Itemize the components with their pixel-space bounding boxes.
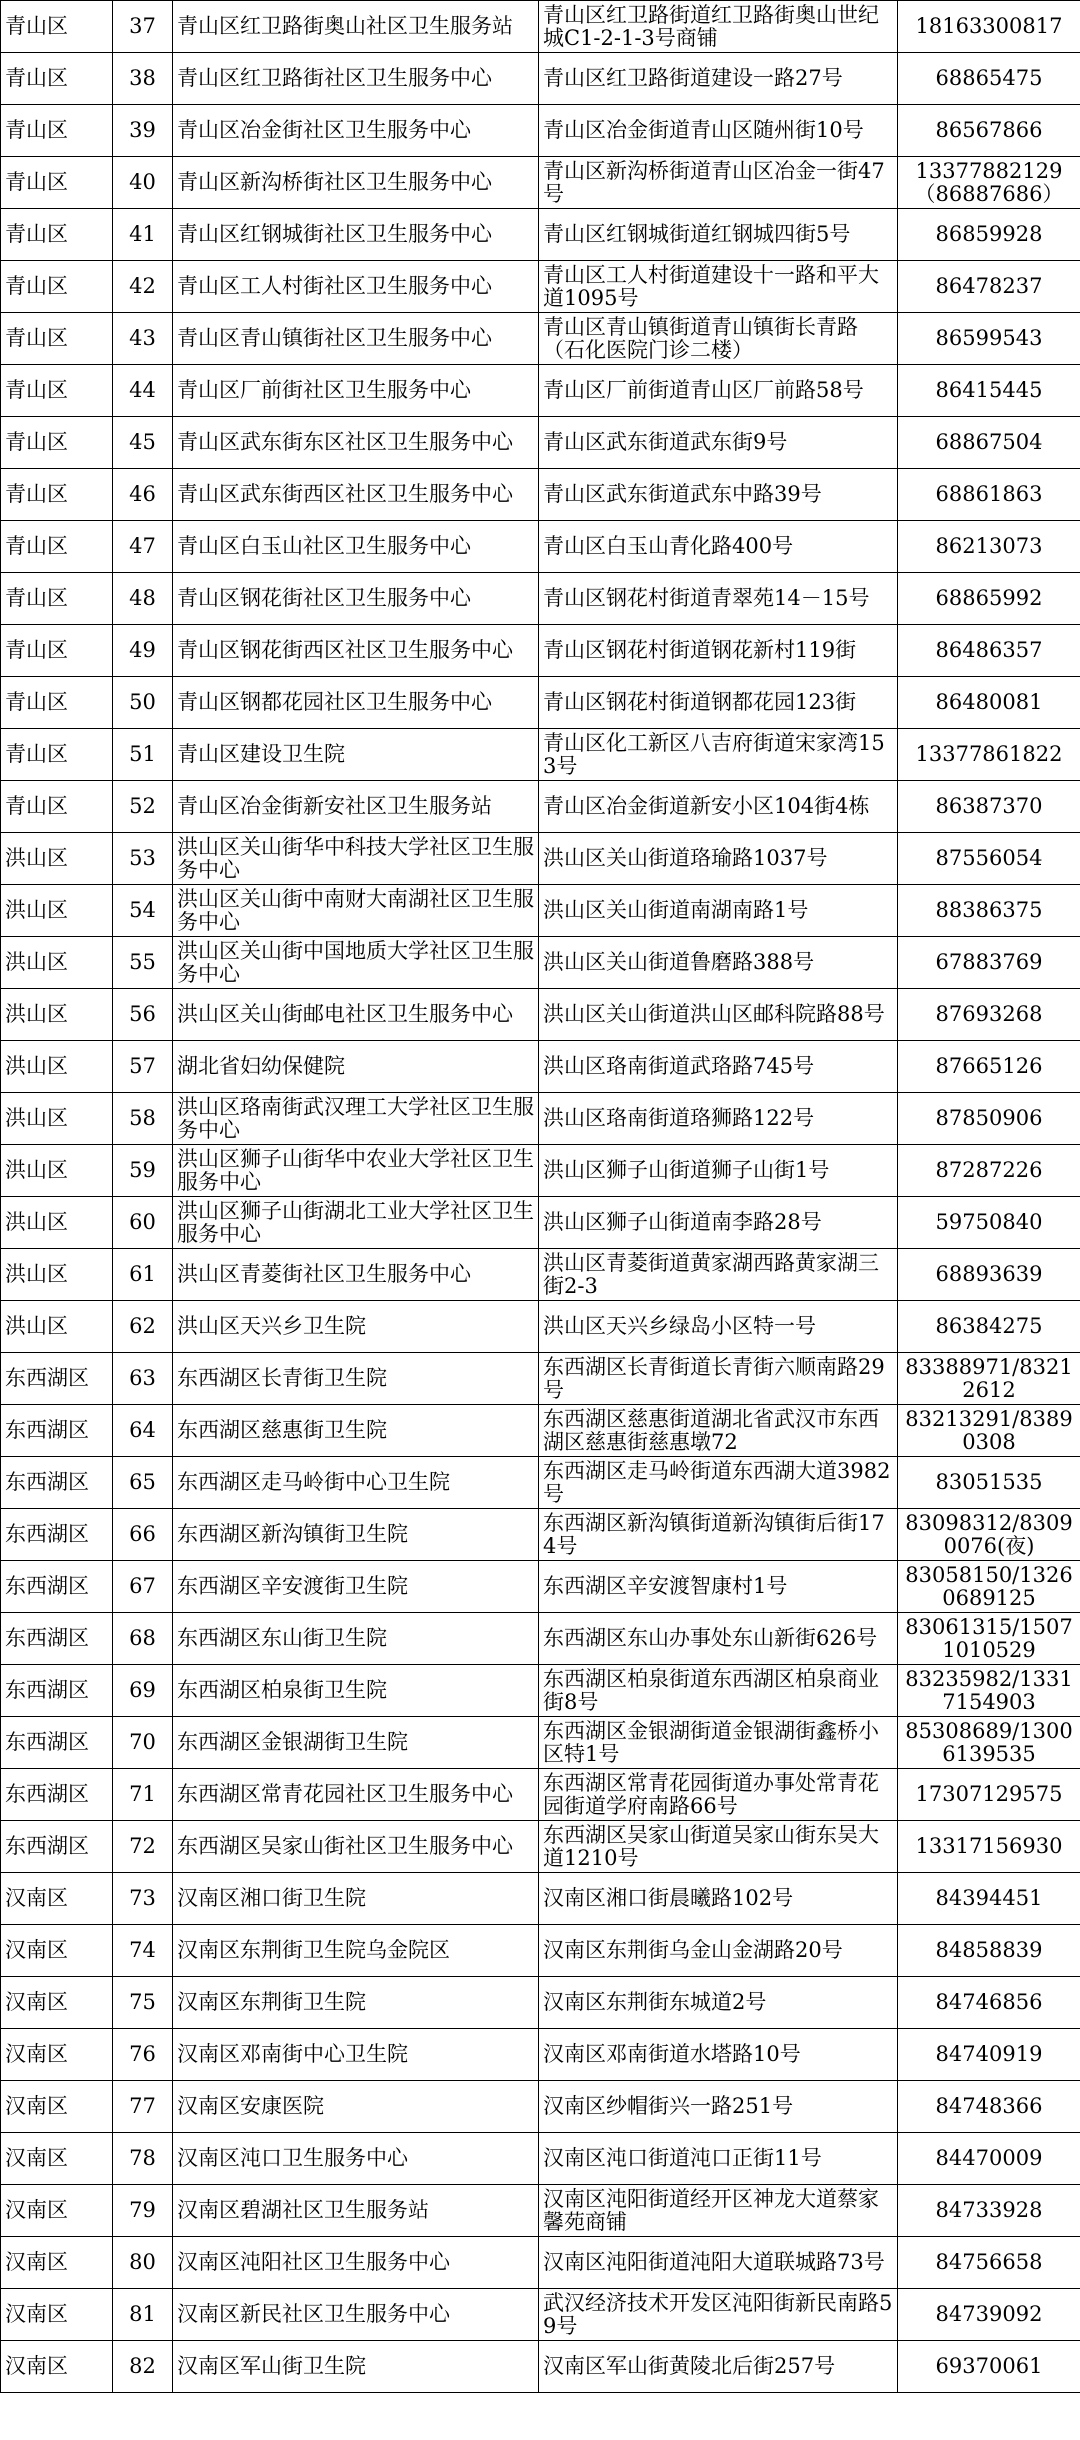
table-row — [1, 1717, 1080, 1769]
district-cell: 东西湖区 — [1, 1821, 113, 1873]
number-cell: 79 — [113, 2185, 173, 2237]
district-cell: 洪山区 — [1, 885, 113, 937]
facility-name-cell: 汉南区军山街卫生院 — [173, 2341, 539, 2393]
number-cell: 59 — [113, 1145, 173, 1197]
district-cell: 东西湖区 — [1, 1613, 113, 1665]
number-cell: 57 — [113, 1041, 173, 1093]
facility-name-cell: 东西湖区辛安渡街卫生院 — [173, 1561, 539, 1613]
phone-cell: 83098312/83090076(夜) — [898, 1509, 1080, 1561]
facility-name-cell: 洪山区关山街邮电社区卫生服务中心 — [173, 989, 539, 1041]
table-row — [1, 365, 1080, 417]
number-cell: 71 — [113, 1769, 173, 1821]
district-cell: 青山区 — [1, 313, 113, 365]
table-row — [1, 2081, 1080, 2133]
table-row — [1, 989, 1080, 1041]
table-row — [1, 261, 1080, 313]
address-cell: 汉南区东荆街东城道2号 — [539, 1977, 898, 2029]
address-cell: 青山区工人村街道建设十一路和平大道1095号 — [539, 261, 898, 313]
facility-name-cell: 洪山区关山街中国地质大学社区卫生服务中心 — [173, 937, 539, 989]
phone-cell: 87693268 — [898, 989, 1080, 1041]
district-cell: 洪山区 — [1, 1249, 113, 1301]
district-cell: 东西湖区 — [1, 1509, 113, 1561]
district-cell: 青山区 — [1, 105, 113, 157]
facility-name-cell: 洪山区狮子山街湖北工业大学社区卫生服务中心 — [173, 1197, 539, 1249]
district-cell: 东西湖区 — [1, 1353, 113, 1405]
table-row — [1, 937, 1080, 989]
phone-cell: 84748366 — [898, 2081, 1080, 2133]
number-cell: 52 — [113, 781, 173, 833]
district-cell: 青山区 — [1, 209, 113, 261]
phone-cell: 84746856 — [898, 1977, 1080, 2029]
table-body — [1, 1, 1080, 2393]
table-row — [1, 53, 1080, 105]
number-cell: 68 — [113, 1613, 173, 1665]
district-cell: 洪山区 — [1, 833, 113, 885]
address-cell: 青山区厂前街道青山区厂前路58号 — [539, 365, 898, 417]
table-row — [1, 1, 1080, 53]
table-row — [1, 1457, 1080, 1509]
number-cell: 62 — [113, 1301, 173, 1353]
table-row — [1, 885, 1080, 937]
address-cell: 汉南区东荆街乌金山金湖路20号 — [539, 1925, 898, 1977]
phone-cell: 84858839 — [898, 1925, 1080, 1977]
phone-cell: 68867504 — [898, 417, 1080, 469]
number-cell: 42 — [113, 261, 173, 313]
phone-cell: 86387370 — [898, 781, 1080, 833]
phone-cell: 83388971/83212612 — [898, 1353, 1080, 1405]
number-cell: 69 — [113, 1665, 173, 1717]
phone-cell: 68893639 — [898, 1249, 1080, 1301]
address-cell: 汉南区纱帽街兴一路251号 — [539, 2081, 898, 2133]
address-cell: 青山区新沟桥街道青山区冶金一街47号 — [539, 157, 898, 209]
address-cell: 青山区武东街道武东街9号 — [539, 417, 898, 469]
facility-name-cell: 汉南区邓南街中心卫生院 — [173, 2029, 539, 2081]
district-cell: 东西湖区 — [1, 1717, 113, 1769]
table-row — [1, 2341, 1080, 2393]
number-cell: 66 — [113, 1509, 173, 1561]
address-cell: 汉南区沌阳街道经开区神龙大道蔡家馨苑商铺 — [539, 2185, 898, 2237]
table-row — [1, 2185, 1080, 2237]
address-cell: 青山区冶金街道新安小区104街4栋 — [539, 781, 898, 833]
facility-name-cell: 东西湖区东山街卫生院 — [173, 1613, 539, 1665]
table-row — [1, 1873, 1080, 1925]
facility-name-cell: 汉南区安康医院 — [173, 2081, 539, 2133]
facility-name-cell: 汉南区东荆街卫生院 — [173, 1977, 539, 2029]
number-cell: 39 — [113, 105, 173, 157]
district-cell: 汉南区 — [1, 2081, 113, 2133]
phone-cell: 13377882129（86887686） — [898, 157, 1080, 209]
table-row — [1, 2133, 1080, 2185]
facility-name-cell: 汉南区东荆街卫生院乌金院区 — [173, 1925, 539, 1977]
number-cell: 72 — [113, 1821, 173, 1873]
phone-cell: 86478237 — [898, 261, 1080, 313]
table-row — [1, 1197, 1080, 1249]
address-cell: 东西湖区慈惠街道湖北省武汉市东西湖区慈惠街慈惠墩72 — [539, 1405, 898, 1457]
phone-cell: 88386375 — [898, 885, 1080, 937]
phone-cell: 17307129575 — [898, 1769, 1080, 1821]
number-cell: 37 — [113, 1, 173, 53]
table-row — [1, 1093, 1080, 1145]
address-cell: 东西湖区金银湖街道金银湖街鑫桥小区特1号 — [539, 1717, 898, 1769]
number-cell: 47 — [113, 521, 173, 573]
number-cell: 46 — [113, 469, 173, 521]
number-cell: 48 — [113, 573, 173, 625]
number-cell: 81 — [113, 2289, 173, 2341]
address-cell: 洪山区关山街道鲁磨路388号 — [539, 937, 898, 989]
table-row — [1, 1561, 1080, 1613]
table-row — [1, 625, 1080, 677]
facility-name-cell: 青山区青山镇街社区卫生服务中心 — [173, 313, 539, 365]
district-cell: 汉南区 — [1, 2185, 113, 2237]
facility-name-cell: 东西湖区慈惠街卫生院 — [173, 1405, 539, 1457]
district-cell: 洪山区 — [1, 1301, 113, 1353]
address-cell: 青山区武东街道武东中路39号 — [539, 469, 898, 521]
facility-name-cell: 汉南区沌口卫生服务中心 — [173, 2133, 539, 2185]
address-cell: 汉南区沌口街道沌口正街11号 — [539, 2133, 898, 2185]
district-cell: 汉南区 — [1, 2237, 113, 2289]
number-cell: 74 — [113, 1925, 173, 1977]
number-cell: 50 — [113, 677, 173, 729]
facility-name-cell: 东西湖区常青花园社区卫生服务中心 — [173, 1769, 539, 1821]
number-cell: 44 — [113, 365, 173, 417]
district-cell: 洪山区 — [1, 937, 113, 989]
table-row — [1, 1249, 1080, 1301]
district-cell: 汉南区 — [1, 1977, 113, 2029]
number-cell: 51 — [113, 729, 173, 781]
phone-cell: 59750840 — [898, 1197, 1080, 1249]
phone-cell: 87556054 — [898, 833, 1080, 885]
address-cell: 洪山区关山街道洪山区邮科院路88号 — [539, 989, 898, 1041]
facility-name-cell: 青山区白玉山社区卫生服务中心 — [173, 521, 539, 573]
district-cell: 青山区 — [1, 261, 113, 313]
table-row — [1, 1509, 1080, 1561]
facility-name-cell: 东西湖区长青街卫生院 — [173, 1353, 539, 1405]
district-cell: 青山区 — [1, 53, 113, 105]
phone-cell: 84733928 — [898, 2185, 1080, 2237]
table-row — [1, 1353, 1080, 1405]
facility-name-cell: 青山区工人村街社区卫生服务中心 — [173, 261, 539, 313]
table-row — [1, 1769, 1080, 1821]
district-cell: 青山区 — [1, 417, 113, 469]
district-cell: 洪山区 — [1, 989, 113, 1041]
number-cell: 78 — [113, 2133, 173, 2185]
phone-cell: 87665126 — [898, 1041, 1080, 1093]
number-cell: 60 — [113, 1197, 173, 1249]
address-cell: 青山区钢花村街道钢花新村119街 — [539, 625, 898, 677]
table-row — [1, 157, 1080, 209]
district-cell: 东西湖区 — [1, 1457, 113, 1509]
facility-name-cell: 洪山区关山街中南财大南湖社区卫生服务中心 — [173, 885, 539, 937]
address-cell: 青山区青山镇街道青山镇街长青路（石化医院门诊二楼） — [539, 313, 898, 365]
number-cell: 56 — [113, 989, 173, 1041]
address-cell: 青山区冶金街道青山区随州街10号 — [539, 105, 898, 157]
district-cell: 东西湖区 — [1, 1769, 113, 1821]
address-cell: 东西湖区柏泉街道东西湖区柏泉商业街8号 — [539, 1665, 898, 1717]
table-row — [1, 1301, 1080, 1353]
facility-name-cell: 青山区红钢城街社区卫生服务中心 — [173, 209, 539, 261]
facility-name-cell: 洪山区天兴乡卫生院 — [173, 1301, 539, 1353]
address-cell: 洪山区狮子山街道南李路28号 — [539, 1197, 898, 1249]
phone-cell: 86567866 — [898, 105, 1080, 157]
number-cell: 54 — [113, 885, 173, 937]
address-cell: 洪山区关山街道珞瑜路1037号 — [539, 833, 898, 885]
address-cell: 汉南区邓南街道水塔路10号 — [539, 2029, 898, 2081]
number-cell: 41 — [113, 209, 173, 261]
facility-name-cell: 洪山区关山街华中科技大学社区卫生服务中心 — [173, 833, 539, 885]
district-cell: 洪山区 — [1, 1145, 113, 1197]
facility-name-cell: 青山区钢都花园社区卫生服务中心 — [173, 677, 539, 729]
facility-name-cell: 青山区冶金街新安社区卫生服务站 — [173, 781, 539, 833]
district-cell: 青山区 — [1, 729, 113, 781]
table-row — [1, 417, 1080, 469]
district-cell: 青山区 — [1, 677, 113, 729]
address-cell: 洪山区天兴乡绿岛小区特一号 — [539, 1301, 898, 1353]
table-row — [1, 1405, 1080, 1457]
address-cell: 青山区钢花村街道青翠苑14－15号 — [539, 573, 898, 625]
number-cell: 76 — [113, 2029, 173, 2081]
number-cell: 65 — [113, 1457, 173, 1509]
district-cell: 东西湖区 — [1, 1561, 113, 1613]
number-cell: 58 — [113, 1093, 173, 1145]
phone-cell: 83061315/15071010529 — [898, 1613, 1080, 1665]
district-cell: 汉南区 — [1, 1873, 113, 1925]
number-cell: 61 — [113, 1249, 173, 1301]
phone-cell: 86480081 — [898, 677, 1080, 729]
address-cell: 青山区红钢城街道红钢城四街5号 — [539, 209, 898, 261]
facility-name-cell: 洪山区狮子山街华中农业大学社区卫生服务中心 — [173, 1145, 539, 1197]
facility-name-cell: 青山区新沟桥街社区卫生服务中心 — [173, 157, 539, 209]
phone-cell: 86213073 — [898, 521, 1080, 573]
address-cell: 汉南区沌阳街道沌阳大道联城路73号 — [539, 2237, 898, 2289]
district-cell: 洪山区 — [1, 1197, 113, 1249]
address-cell: 青山区红卫路街道建设一路27号 — [539, 53, 898, 105]
address-cell: 东西湖区走马岭街道东西湖大道3982号 — [539, 1457, 898, 1509]
table-row — [1, 781, 1080, 833]
table-row — [1, 677, 1080, 729]
address-cell: 洪山区青菱街道黄家湖西路黄家湖三街2-3 — [539, 1249, 898, 1301]
facility-name-cell: 湖北省妇幼保健院 — [173, 1041, 539, 1093]
district-cell: 汉南区 — [1, 2029, 113, 2081]
table-row — [1, 729, 1080, 781]
district-cell: 青山区 — [1, 1, 113, 53]
table-row — [1, 209, 1080, 261]
address-cell: 洪山区珞南街道武珞路745号 — [539, 1041, 898, 1093]
number-cell: 67 — [113, 1561, 173, 1613]
address-cell: 青山区红卫路街道红卫路街奥山世纪城C1-2-1-3号商铺 — [539, 1, 898, 53]
number-cell: 49 — [113, 625, 173, 677]
table-row — [1, 2289, 1080, 2341]
phone-cell: 69370061 — [898, 2341, 1080, 2393]
table-row — [1, 2237, 1080, 2289]
district-cell: 汉南区 — [1, 2289, 113, 2341]
phone-cell: 83213291/83890308 — [898, 1405, 1080, 1457]
district-cell: 青山区 — [1, 365, 113, 417]
number-cell: 75 — [113, 1977, 173, 2029]
number-cell: 80 — [113, 2237, 173, 2289]
phone-cell: 87850906 — [898, 1093, 1080, 1145]
facility-name-cell: 东西湖区走马岭街中心卫生院 — [173, 1457, 539, 1509]
facility-name-cell: 青山区厂前街社区卫生服务中心 — [173, 365, 539, 417]
address-cell: 汉南区湘口街晨曦路102号 — [539, 1873, 898, 1925]
number-cell: 73 — [113, 1873, 173, 1925]
table-row — [1, 2029, 1080, 2081]
facility-name-cell: 青山区钢花街社区卫生服务中心 — [173, 573, 539, 625]
district-cell: 青山区 — [1, 625, 113, 677]
phone-cell: 68861863 — [898, 469, 1080, 521]
phone-cell: 83058150/13260689125 — [898, 1561, 1080, 1613]
district-cell: 东西湖区 — [1, 1665, 113, 1717]
district-cell: 汉南区 — [1, 2341, 113, 2393]
phone-cell: 68865475 — [898, 53, 1080, 105]
district-cell: 青山区 — [1, 521, 113, 573]
table-row — [1, 1145, 1080, 1197]
table-row — [1, 1925, 1080, 1977]
facility-name-cell: 青山区冶金街社区卫生服务中心 — [173, 105, 539, 157]
phone-cell: 86486357 — [898, 625, 1080, 677]
address-cell: 东西湖区新沟镇街道新沟镇街后街174号 — [539, 1509, 898, 1561]
number-cell: 55 — [113, 937, 173, 989]
facility-name-cell: 汉南区湘口街卫生院 — [173, 1873, 539, 1925]
table-row — [1, 833, 1080, 885]
address-cell: 东西湖区吴家山街道吴家山街东吴大道1210号 — [539, 1821, 898, 1873]
table-row — [1, 1977, 1080, 2029]
facility-name-cell: 汉南区新民社区卫生服务中心 — [173, 2289, 539, 2341]
district-cell: 青山区 — [1, 157, 113, 209]
phone-cell: 84739092 — [898, 2289, 1080, 2341]
facility-name-cell: 洪山区青菱街社区卫生服务中心 — [173, 1249, 539, 1301]
number-cell: 82 — [113, 2341, 173, 2393]
address-cell: 青山区白玉山青化路400号 — [539, 521, 898, 573]
district-cell: 东西湖区 — [1, 1405, 113, 1457]
facility-name-cell: 青山区红卫路街奥山社区卫生服务站 — [173, 1, 539, 53]
phone-cell: 83235982/13317154903 — [898, 1665, 1080, 1717]
facility-name-cell: 东西湖区新沟镇街卫生院 — [173, 1509, 539, 1561]
number-cell: 45 — [113, 417, 173, 469]
number-cell: 63 — [113, 1353, 173, 1405]
phone-cell: 85308689/13006139535 — [898, 1717, 1080, 1769]
table-row — [1, 573, 1080, 625]
number-cell: 64 — [113, 1405, 173, 1457]
number-cell: 40 — [113, 157, 173, 209]
address-cell: 洪山区珞南街道珞狮路122号 — [539, 1093, 898, 1145]
phone-cell: 13317156930 — [898, 1821, 1080, 1873]
address-cell: 东西湖区常青花园街道办事处常青花园街道学府南路66号 — [539, 1769, 898, 1821]
number-cell: 70 — [113, 1717, 173, 1769]
number-cell: 77 — [113, 2081, 173, 2133]
facility-name-cell: 青山区武东街东区社区卫生服务中心 — [173, 417, 539, 469]
number-cell: 53 — [113, 833, 173, 885]
table-row — [1, 105, 1080, 157]
facility-name-cell: 东西湖区吴家山街社区卫生服务中心 — [173, 1821, 539, 1873]
address-cell: 洪山区关山街道南湖南路1号 — [539, 885, 898, 937]
phone-cell: 86599543 — [898, 313, 1080, 365]
phone-cell: 84740919 — [898, 2029, 1080, 2081]
facility-name-cell: 东西湖区金银湖街卫生院 — [173, 1717, 539, 1769]
address-cell: 青山区钢花村街道钢都花园123街 — [539, 677, 898, 729]
phone-cell: 84756658 — [898, 2237, 1080, 2289]
table-row — [1, 1821, 1080, 1873]
district-cell: 汉南区 — [1, 2133, 113, 2185]
address-cell: 东西湖区东山办事处东山新街626号 — [539, 1613, 898, 1665]
table-row — [1, 1041, 1080, 1093]
facility-name-cell: 汉南区碧湖社区卫生服务站 — [173, 2185, 539, 2237]
facility-name-cell: 青山区建设卫生院 — [173, 729, 539, 781]
address-cell: 青山区化工新区八吉府街道宋家湾153号 — [539, 729, 898, 781]
district-cell: 青山区 — [1, 781, 113, 833]
phone-cell: 13377861822 — [898, 729, 1080, 781]
facility-name-cell: 东西湖区柏泉街卫生院 — [173, 1665, 539, 1717]
district-cell: 洪山区 — [1, 1093, 113, 1145]
address-cell: 汉南区军山街黄陵北后街257号 — [539, 2341, 898, 2393]
district-cell: 青山区 — [1, 469, 113, 521]
phone-cell: 67883769 — [898, 937, 1080, 989]
address-cell: 东西湖区辛安渡智康村1号 — [539, 1561, 898, 1613]
district-cell: 青山区 — [1, 573, 113, 625]
phone-cell: 68865992 — [898, 573, 1080, 625]
facility-name-cell: 青山区钢花街西区社区卫生服务中心 — [173, 625, 539, 677]
facility-name-cell: 洪山区珞南街武汉理工大学社区卫生服务中心 — [173, 1093, 539, 1145]
facility-name-cell: 汉南区沌阳社区卫生服务中心 — [173, 2237, 539, 2289]
address-cell: 武汉经济技术开发区沌阳街新民南路59号 — [539, 2289, 898, 2341]
phone-cell: 86384275 — [898, 1301, 1080, 1353]
table-row — [1, 1613, 1080, 1665]
district-cell: 洪山区 — [1, 1041, 113, 1093]
table-row — [1, 313, 1080, 365]
number-cell: 38 — [113, 53, 173, 105]
phone-cell: 86859928 — [898, 209, 1080, 261]
address-cell: 东西湖区长青街道长青街六顺南路29号 — [539, 1353, 898, 1405]
table-row — [1, 469, 1080, 521]
phone-cell: 87287226 — [898, 1145, 1080, 1197]
phone-cell: 84394451 — [898, 1873, 1080, 1925]
table-row — [1, 521, 1080, 573]
phone-cell: 84470009 — [898, 2133, 1080, 2185]
facility-name-cell: 青山区武东街西区社区卫生服务中心 — [173, 469, 539, 521]
district-cell: 汉南区 — [1, 1925, 113, 1977]
phone-cell: 86415445 — [898, 365, 1080, 417]
table-row — [1, 1665, 1080, 1717]
number-cell: 43 — [113, 313, 173, 365]
phone-cell: 18163300817 — [898, 1, 1080, 53]
facility-name-cell: 青山区红卫路街社区卫生服务中心 — [173, 53, 539, 105]
phone-cell: 83051535 — [898, 1457, 1080, 1509]
address-cell: 洪山区狮子山街道狮子山街1号 — [539, 1145, 898, 1197]
